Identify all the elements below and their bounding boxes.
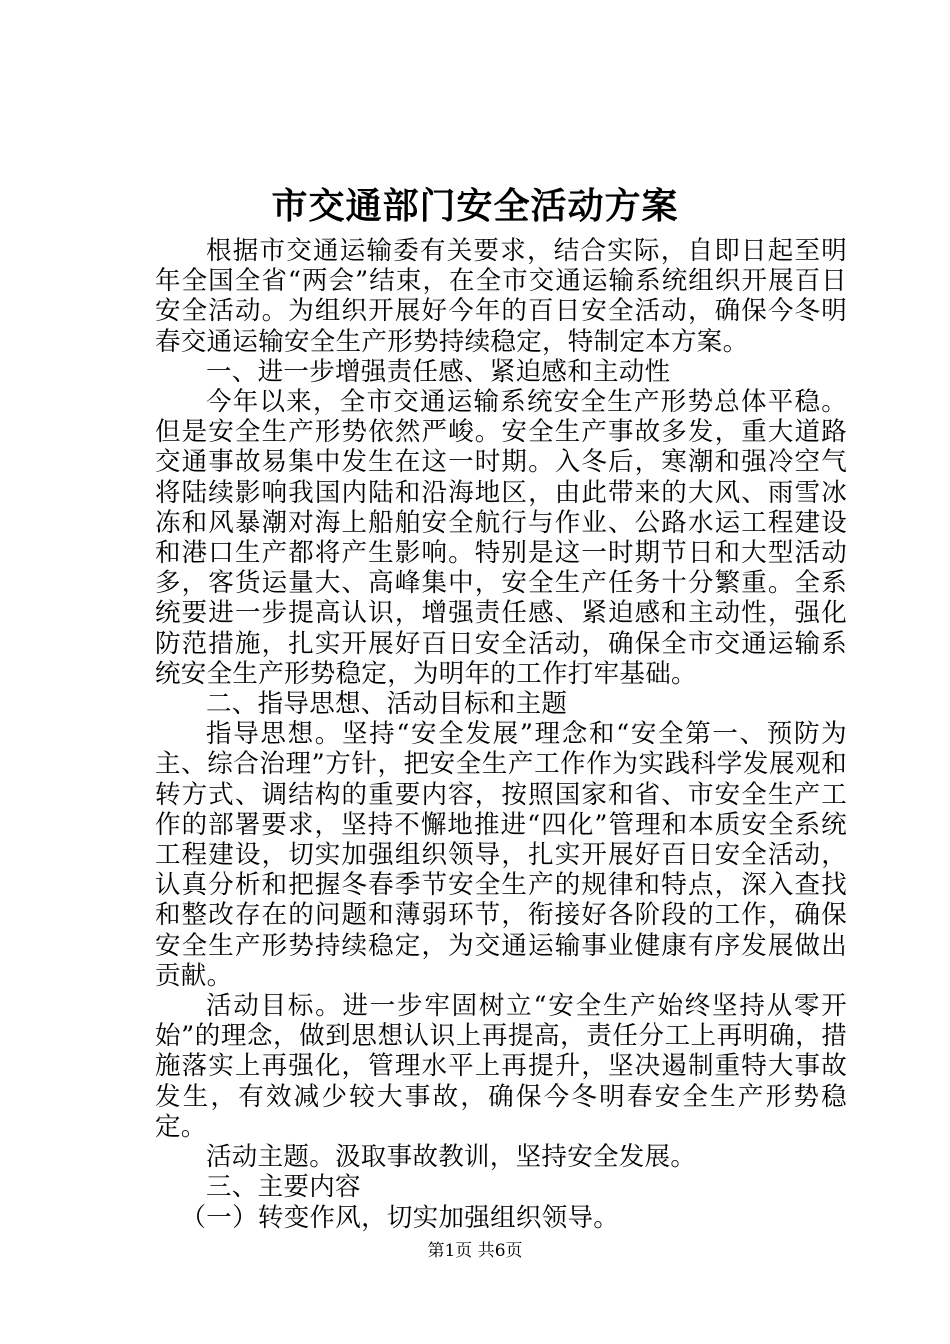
section-heading-3: 三、主要内容 bbox=[206, 1172, 361, 1203]
section-heading-2: 二、指导思想、活动目标和主题 bbox=[206, 689, 568, 720]
page-footer: 第1页 共6页 bbox=[427, 1241, 523, 1261]
document-title: 市交通部门安全活动方案 bbox=[271, 185, 679, 227]
paragraph-activity-theme: 活动主题。汲取事故教训，坚持安全发展。 bbox=[206, 1142, 697, 1173]
subsection-heading-1: （一）转变作风，切实加强组织领导。 bbox=[180, 1202, 620, 1233]
paragraph-activity-goal: 活动目标。进一步牢固树立“安全生产始终坚持从零开始”的理念，做到思想认识上再提高，责任分工上再明确，措施落实上再强化，管理水平上再提升，坚决遏制重特大事故发生，有效减少较大事故，确保今冬明春安全生产形势稳定。 bbox=[155, 991, 847, 1142]
paragraph-situation: 今年以来，全市交通运输系统安全生产形势总体平稳。但是安全生产形势依然严峻。安全生产事故多发，重大道路交通事故易集中发生在这一时期。入冬后，寒潮和强冷空气将陆续影响我国内陆和沿海地区，由此带来的大风、雨雪冰冻和风暴潮对海上船舶安全航行与作业、公路水运工程建设和港口生产都将产生影响。特别是这一时期节日和大型活动多，客货运量大、高峰集中，安全生产任务十分繁重。全系统要进一步提高认识，增强责任感、紧迫感和主动性，强化防范措施，扎实开展好百日安全活动，确保全市交通运输系统安全生产形势稳定，为明年的工作打牢基础。 bbox=[155, 387, 847, 689]
paragraph-guiding-ideology: 指导思想。坚持“安全发展”理念和“安全第一、预防为主、综合治理”方针，把安全生产工作作为实践科学发展观和转方式、调结构的重要内容，按照国家和省、市安全生产工作的部署要求，坚持不懈地推进“四化”管理和本质安全系统工程建设，切实加强组织领导，扎实开展好百日安全活动，认真分析和把握冬春季节安全生产的规律和特点，深入查找和整改存在的问题和薄弱环节，衔接好各阶段的工作，确保安全生产形势持续稳定，为交通运输事业健康有序发展做出贡献。 bbox=[155, 719, 847, 991]
paragraph-intro: 根据市交通运输委有关要求，结合实际，自即日起至明年全国全省“两会”结束，在全市交通运输系统组织开展百日安全活动。为组织开展好今年的百日安全活动，确保今冬明春交通运输安全生产形势持续稳定，特制定本方案。 bbox=[155, 236, 847, 357]
document-body bbox=[155, 236, 847, 1233]
section-heading-1: 一、进一步增强责任感、紧迫感和主动性 bbox=[206, 356, 671, 387]
